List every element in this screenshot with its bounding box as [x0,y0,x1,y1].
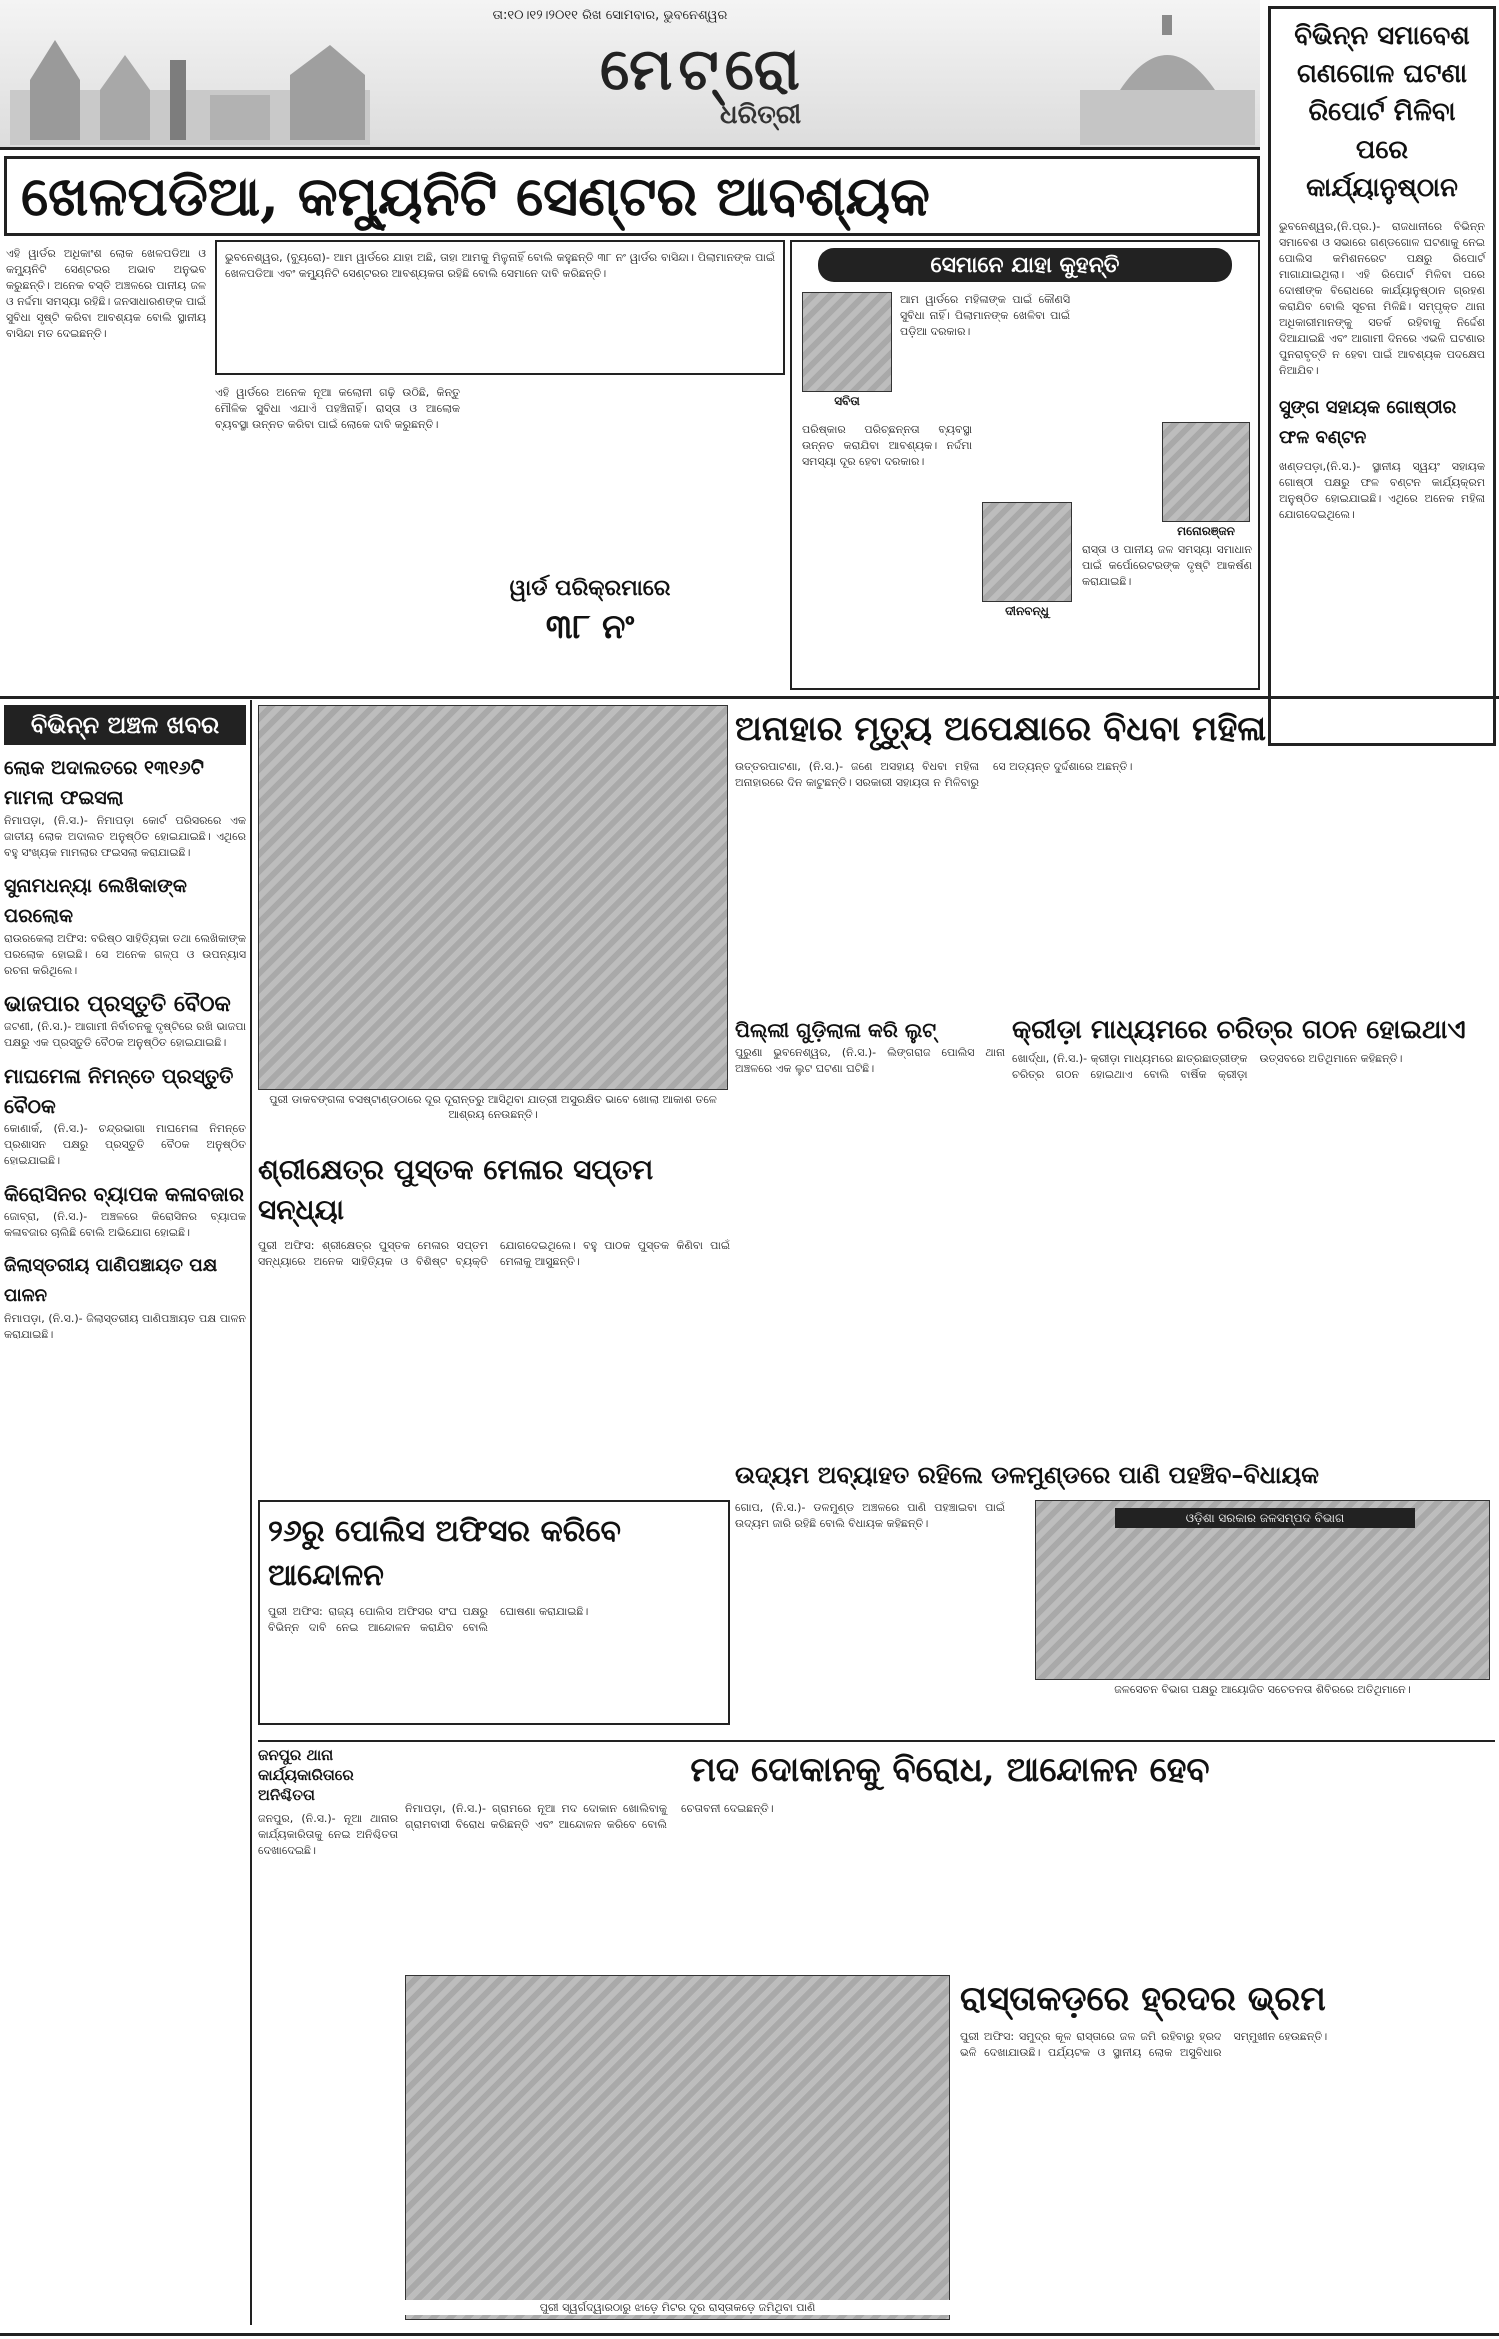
liquor-headline: ମଦ ଦୋକାନକୁ ବିରୋଧ, ଆନ୍ଦୋଳନ ହେବ [690,1750,1210,1790]
book-fair-body: ପୁରୀ ଅଫିସ: ଶ୍ରୀକ୍ଷେତ୍ର ପୁସ୍ତକ ମେଳାର ସପ୍ତମ ସନ୍ଧ୍ୟାରେ ଅନେକ ସାହିତ୍ୟିକ ଓ ବିଶିଷ୍ଟ ବ୍ୟକ୍ତି ଯୋଗଦେଇଥିଲେ। ବହୁ ପାଠକ ପୁସ୍ତକ କିଣିବା ପାଇଁ ମେଳାକୁ ଆସୁଛନ୍ତି। [258,1239,730,1268]
thana-headline: ଜନପୁର ଥାନା କାର୍ଯ୍ୟକାରିତାରେ ଅନିଶ୍ଚିତତା [258,1746,354,1804]
lead-bottom-body: ଏହି ୱାର୍ଡରେ ଅନେକ ନୂଆ କଲୋନୀ ଗଢ଼ି ଉଠିଛି, କିନ୍ତୁ ମୌଳିକ ସୁବିଧା ଏଯାଏଁ ପହଞ୍ଚିନାହିଁ। ରାସ୍ତା ଓ ଆଲୋକ ବ୍ୟବସ୍ଥା ଉନ୍ନତ କରିବା ପାଇଁ ଲୋକେ ଦାବି କରୁଛନ୍ତି। [215,386,460,431]
mla-photo-banner: ଓଡ଼ିଶା ସରକାର ଜଳସମ୍ପଦ ବିଭାଗ [1115,1508,1415,1528]
regional-story3-headline: ଭାଜପାର ପ୍ରସ୍ତୁତି ବୈଠକ [4,991,231,1017]
bus-stand-photo [258,705,728,1090]
quotes-box [790,240,1260,690]
ward-number: ୩୮ ନଂ [545,607,635,647]
lead-intro: ଭୁବନେଶ୍ୱର, (ବ୍ୟୁରୋ)- ଆମ ୱାର୍ଡରେ ଯାହା ଅଛି, ତାହା ଆମକୁ ମିଳୁନାହିଁ ବୋଲି କହୁଛନ୍ତି ୩୮ ନଂ ୱାର୍ଡର ବାସିନ୍ଦା। ପିଲାମାନଙ୍କ ପାଇଁ ଖେଳପଡିଆ ଏବଂ କମ୍ୟୁନିଟି ସେଣ୍ଟରର ଆବଶ୍ୟକତା ରହିଛି ବୋଲି ସେମାନେ ଦାବି କରିଛନ୍ତି। [225,251,775,280]
temple-skyline-graphic [10,20,370,145]
quote3-body: ରାସ୍ତା ଓ ପାନୀୟ ଜଳ ସମସ୍ୟା ସମାଧାନ ପାଇଁ କର୍ପୋରେଟରଙ୍କ ଦୃଷ୍ଟି ଆକର୍ଷଣ କରାଯାଇଛି। [1082,543,1252,588]
lead-left-column: ଏହି ୱାର୍ଡର ଅଧିକାଂଶ ଲୋକ ଖେଳପଡିଆ ଓ କମ୍ୟୁନିଟି ସେଣ୍ଟରର ଅଭାବ ଅନୁଭବ କରୁଛନ୍ତି। ଅନେକ ବସ୍ତି ଅଞ୍ଚଳରେ ପାନୀୟ ଜଳ ଓ ନର୍ଦ୍ଦମା ସମସ୍ୟା ରହିଛି। ଜନସାଧାରଣଙ୍କ ପାଇଁ ସୁବିଧା ସୃଷ୍ଟି କରିବା ଆବଶ୍ୟକ ବୋଲି ସ୍ଥାନୀୟ ବାସିନ୍ଦା ମତ ଦେଇଛନ୍ତି। [6,247,206,340]
book-fair-story [258,1150,730,1490]
regional-story6-body: ନିମାପଡ଼ା, (ନି.ସ.)- ଜିଲାସ୍ତରୀୟ ପାଣିପଞ୍ଚାୟତ ପକ୍ଷ ପାଳନ କରାଯାଇଛି। [4,1312,246,1341]
regional-banner: ବିଭିନ୍ନ ଅଞ୍ଚଳ ଖବର [4,705,246,745]
sidebar-subhead: ସୁଙ୍ଗ ସହାୟକ ଗୋଷ୍ଠୀର ଫଳ ବଣ୍ଟନ [1279,397,1457,448]
quote1-name: ସବିତା [834,394,860,408]
ward-label: ୱାର୍ଡ ପରିକ୍ରମାରେ [509,575,671,601]
quote2-name: ଦୀନବନ୍ଧୁ [1005,604,1049,618]
regional-story5-headline: କିରୋସିନର ବ୍ୟାପକ କଳାବଜାର [4,1182,244,1206]
police-body: ପୁରୀ ଅଫିସ: ରାଜ୍ୟ ପୋଲିସ ଅଫିସର ସଂଘ ପକ୍ଷରୁ ବିଭିନ୍ନ ଦାବି ନେଇ ଆନ୍ଦୋଳନ କରାଯିବ ବୋଲି ଘୋଷଣା କରାଯାଇଛି। [268,1605,589,1634]
quotes-title: ସେମାନେ ଯାହା କୁହନ୍ତି [818,248,1232,282]
sidebar-headline: ବିଭିନ୍ନ ସମାବେଶ ଗଣଗୋଳ ଘଟଣା ରିପୋର୍ଟ ମିଳିବା ପରେ କାର୍ଯ୍ୟାନୁଷ୍ଠାନ [1294,21,1470,203]
regional-story2-headline: ସୁନାମଧନ୍ୟା ଲେଖିକାଙ୍କ ପରଲୋକ [4,875,187,927]
regional-story1-headline: ଲୋକ ଅଦାଲତରେ ୧୩୧୬ଟି ମାମଲା ଫଇସଲା [4,757,204,809]
ward-label-box [470,575,710,675]
mla-headline: ଉଦ୍ୟମ ଅବ୍ୟାହତ ରହିଲେ ଡଳମୁଣ୍ଡରେ ପାଣି ପହଞ୍ଚିବ–ବିଧାୟକ [735,1460,1319,1489]
mla-photo-caption: ଜଳସେଚନ ବିଭାଗ ପକ୍ଷରୁ ଆୟୋଜିତ ସଚେତନତା ଶିବିରରେ ଅତିଥିମାନେ। [1114,1683,1411,1696]
pond-photo-caption: ପୁରୀ ସ୍ୱର୍ଗଦ୍ୱାରଠାରୁ ଝାଡ଼େ ମିଟର ଦୂର ରାସ୍ତାକଡ଼େ ଜମିଥିବା ପାଣି [405,2300,950,2315]
quote2-body: ପରିଷ୍କାର ପରିଚ୍ଛନ୍ନତା ବ୍ୟବସ୍ଥା ଉନ୍ନତ କରାଯିବା ଆବଶ୍ୟକ। ନର୍ଦ୍ଦମା ସମସ୍ୟା ଦୂର ହେବା ଦରକାର। [802,423,972,468]
regional-story4-body: କୋଣାର୍କ, (ନି.ସ.)- ଚନ୍ଦ୍ରଭାଗା ମାଘମେଳା ନିମନ୍ତେ ପ୍ରଶାସନ ପକ୍ଷରୁ ପ୍ରସ୍ତୁତି ବୈଠକ ଅନୁଷ୍ଠିତ ହୋଇଯାଇଛି। [4,1122,246,1167]
newspaper-title: ମେଟ୍ରୋ [600,35,806,103]
pond-story [960,1975,1495,2325]
police-story [258,1500,730,1725]
sports-story [1012,1015,1495,1455]
quote2-photo [982,502,1072,602]
lead-headline: ଖେଳପଡିଆ, କମ୍ୟୁନିଟି ସେଣ୍ଟର ଆବଶ୍ୟକ [21,164,930,228]
widow-story [735,705,1495,1010]
divider [0,696,1499,699]
widow-headline: ଅନାହାର ମୃତ୍ୟୁ ଅପେକ୍ଷାରେ ବିଧବା ମହିଳା [735,709,1267,749]
loot-body: ପୁରୁଣା ଭୁବନେଶ୍ୱର, (ନି.ସ.)- ଲିଙ୍ଗରାଜ ପୋଲିସ ଥାନା ଅଞ୍ଚଳରେ ଏକ ଲୁଟ ଘଟଣା ଘଟିଛି। [735,1046,1005,1075]
regional-story1-body: ନିମାପଡ଼ା, (ନି.ସ.)- ନିମାପଡ଼ା କୋର୍ଟ ପରିସରରେ ଏକ ଜାତୀୟ ଲୋକ ଅଦାଲତ ଅନୁଷ୍ଠିତ ହୋଇଯାଇଛି। ଏଥିରେ ବହୁ ସଂଖ୍ୟକ ମାମଲାର ଫଇସଲା କରାଯାଇଛି। [4,814,246,859]
lead-headline-box [4,156,1260,236]
regional-column [4,705,246,2325]
regional-story2-body: ରାଉରକେଲା ଅଫିସ: ବରିଷ୍ଠ ସାହିତ୍ୟିକା ତଥା ଲେଖିକାଙ୍କ ପରଲୋକ ହୋଇଛି। ସେ ଅନେକ ଗଳ୍ପ ଓ ଉପନ୍ୟାସ ରଚନା କରିଥିଲେ। [4,932,246,977]
regional-story4-headline: ମାଘମେଳା ନିମନ୍ତେ ପ୍ରସ୍ତୁତି ବୈଠକ [4,1064,234,1118]
loot-story [735,1015,1005,1515]
mla-body: ଗୋପ, (ନି.ସ.)- ଡଳମୁଣ୍ଡ ଅଞ୍ଚଳରେ ପାଣି ପହଞ୍ଚାଇବା ପାଇଁ ଉଦ୍ୟମ ଜାରି ରହିଛି ବୋଲି ବିଧାୟକ କହିଛନ୍ତି। [735,1501,1005,1530]
quote3-name: ମନୋରଞ୍ଜନ [1177,524,1235,538]
sidebar-body: ଭୁବନେଶ୍ୱର,(ନି.ପ୍ର.)- ରାଜଧାନୀରେ ବିଭିନ୍ନ ସମାବେଶ ଓ ସଭାରେ ଗଣ୍ଡଗୋଳ ଘଟଣାକୁ ନେଇ ପୋଲିସ କମିଶନରେଟ ପକ୍ଷରୁ ରିପୋର୍ଟ ମାଗାଯାଇଥିଲା। ଏହି ରିପୋର୍ଟ ମିଳିବା ପରେ ଦୋଷୀଙ୍କ ବିରୋଧରେ କାର୍ଯ୍ୟାନୁଷ୍ଠାନ ଗ୍ରହଣ କରାଯିବ ବୋଲି ସୂଚନା ମିଳିଛି। ସମ୍ପୃକ୍ତ ଥାନା ଅଧିକାରୀମାନଙ୍କୁ ସତର୍କ ରହିବାକୁ ନିର୍ଦ୍ଦେଶ ଦିଆଯାଇଛି ଏବଂ ଆଗାମୀ ଦିନରେ ଏଭଳି ଘଟଣାର ପୁନରାବୃତ୍ତି ନ ହେବା ପାଇଁ ଆବଶ୍ୟକ ପଦକ୍ଷେପ ନିଆଯିବ। [1279,220,1485,377]
pond-photo [405,1975,950,2320]
pond-body: ପୁରୀ ଅଫିସ: ସମୁଦ୍ର କୂଳ ରାସ୍ତାରେ ଜଳ ଜମି ରହିବାରୁ ହ୍ରଦ ଭଳି ଦେଖାଯାଉଛି। ପର୍ଯ୍ୟଟକ ଓ ସ୍ଥାନୀୟ ଲୋକ ଅସୁବିଧାର ସମ୍ମୁଖୀନ ହେଉଛନ୍ତି। [960,2030,1328,2059]
liquor-story [405,1745,1495,1955]
bottom-rule [0,2333,1499,2336]
dome-graphic [1080,10,1255,145]
column-divider [250,700,252,2325]
newspaper-subtitle: ଧରିତ୍ରୀ [720,100,802,130]
dateline: ତା:୧୦।୧୨।୨୦୧୧ ରିଖ ସୋମବାର, ଭୁବନେଶ୍ୱର [492,8,728,23]
thana-story [258,1745,398,2325]
sports-headline: କ୍ରୀଡ଼ା ମାଧ୍ୟମରେ ଚରିତ୍ର ଗଠନ ହୋଇଥାଏ [1012,1015,1466,1045]
quote3-photo [1162,422,1250,522]
regional-story3-body: ଜଟଣୀ, (ନି.ସ.)- ଆଗାମୀ ନିର୍ବାଚନକୁ ଦୃଷ୍ଟିରେ ରଖି ଭାଜପା ପକ୍ଷରୁ ଏକ ପ୍ରସ୍ତୁତି ବୈଠକ ଅନୁଷ୍ଠିତ ହୋଇଯାଇଛି। [4,1020,246,1049]
pond-headline: ରାସ୍ତାକଡ଼ରେ ହ୍ରଦର ଭ୍ରମ [960,1979,1326,2019]
quote1-photo [802,292,892,392]
bus-stand-photo-caption: ପୁରୀ ଡାକବଙ୍ଗଳା ବସଷ୍ଟାଣ୍ଡଠାରେ ଦୂର ଦୂରାନ୍ତରୁ ଆସିଥିବା ଯାତ୍ରୀ ଅସୁରକ୍ଷିତ ଭାବେ ଖୋଲା ଆକାଶ ତଳେ ଆଶ୍ରୟ ନେଉଛନ୍ତି। [269,1093,717,1121]
loot-headline: ପିଲ୍ଲୀ ଗୁଡ଼ିଲାଳା କରି ଲୁଟ୍ [735,1018,937,1042]
widow-body: ଉତ୍ତରପାଟଣା, (ନି.ସ.)- ଜଣେ ଅସହାୟ ବିଧବା ମହିଳା ଅନାହାରରେ ଦିନ କାଟୁଛନ୍ତି। ସରକାରୀ ସହାୟତା ନ ମିଳିବାରୁ ସେ ଅତ୍ୟନ୍ତ ଦୁର୍ଦ୍ଦଶାରେ ଅଛନ୍ତି। [735,760,1133,789]
regional-story6-headline: ଜିଲାସ୍ତରୀୟ ପାଣିପଞ୍ଚାୟତ ପକ୍ଷ ପାଳନ [4,1255,218,1306]
sports-body: ଖୋର୍ଦ୍ଧା, (ନି.ସ.)- କ୍ରୀଡ଼ା ମାଧ୍ୟମରେ ଛାତ୍ରଛାତ୍ରୀଙ୍କ ଚରିତ୍ର ଗଠନ ହୋଇଥାଏ ବୋଲି ବାର୍ଷିକ କ୍ରୀଡ଼ା ଉତ୍ସବରେ ଅତିଥିମାନେ କହିଛନ୍ତି। [1012,1052,1403,1081]
masthead [0,0,1260,150]
divider [258,1740,1495,1742]
book-fair-headline: ଶ୍ରୀକ୍ଷେତ୍ର ପୁସ୍ତକ ମେଳାର ସପ୍ତମ ସନ୍ଧ୍ୟା [258,1153,654,1226]
quote1-body: ଆମ ୱାର୍ଡରେ ମହିଳାଙ୍କ ପାଇଁ କୌଣସି ସୁବିଧା ନାହିଁ। ପିଲାମାନଙ୍କ ଖେଳିବା ପାଇଁ ପଡ଼ିଆ ଦରକାର। [900,293,1070,338]
lead-intro-box [215,240,785,375]
police-headline: ୨୬ରୁ ପୋଲିସ ଅଫିସର କରିବେ ଆନ୍ଦୋଳନ [268,1514,621,1593]
thana-body: ଜନପୁର, (ନି.ସ.)- ନୂଆ ଥାନାର କାର୍ଯ୍ୟକାରିତାକୁ ନେଇ ଅନିଶ୍ଚିତତା ଦେଖାଦେଇଛି। [258,1812,398,1857]
sidebar-story [1268,6,1496,746]
mla-story [735,1460,1495,1730]
liquor-body: ନିମାପଡ଼ା, (ନି.ସ.)- ଗ୍ରାମରେ ନୂଆ ମଦ ଦୋକାନ ଖୋଲିବାକୁ ଗ୍ରାମବାସୀ ବିରୋଧ କରିଛନ୍ତି ଏବଂ ଆନ୍ଦୋଳନ କରିବେ ବୋଲି ଚେତାବନୀ ଦେଇଛନ୍ତି। [405,1802,774,1831]
regional-story5-body: ଜୋବ୍ରା, (ନି.ସ.)- ଅଞ୍ଚଳରେ କିରୋସିନର ବ୍ୟାପକ କଳାବଜାର ଚାଲିଛି ବୋଲି ଅଭିଯୋଗ ହୋଇଛି। [4,1210,246,1239]
sidebar-body2: ଖଣ୍ଡପଡ଼ା,(ନି.ସ.)- ସ୍ଥାନୀୟ ସ୍ୱୟଂ ସହାୟକ ଗୋଷ୍ଠୀ ପକ୍ଷରୁ ଫଳ ବଣ୍ଟନ କାର୍ଯ୍ୟକ୍ରମ ଅନୁଷ୍ଠିତ ହୋଇଯାଇଛି। ଏଥିରେ ଅନେକ ମହିଳା ଯୋଗଦେଇଥିଲେ। [1279,460,1485,521]
